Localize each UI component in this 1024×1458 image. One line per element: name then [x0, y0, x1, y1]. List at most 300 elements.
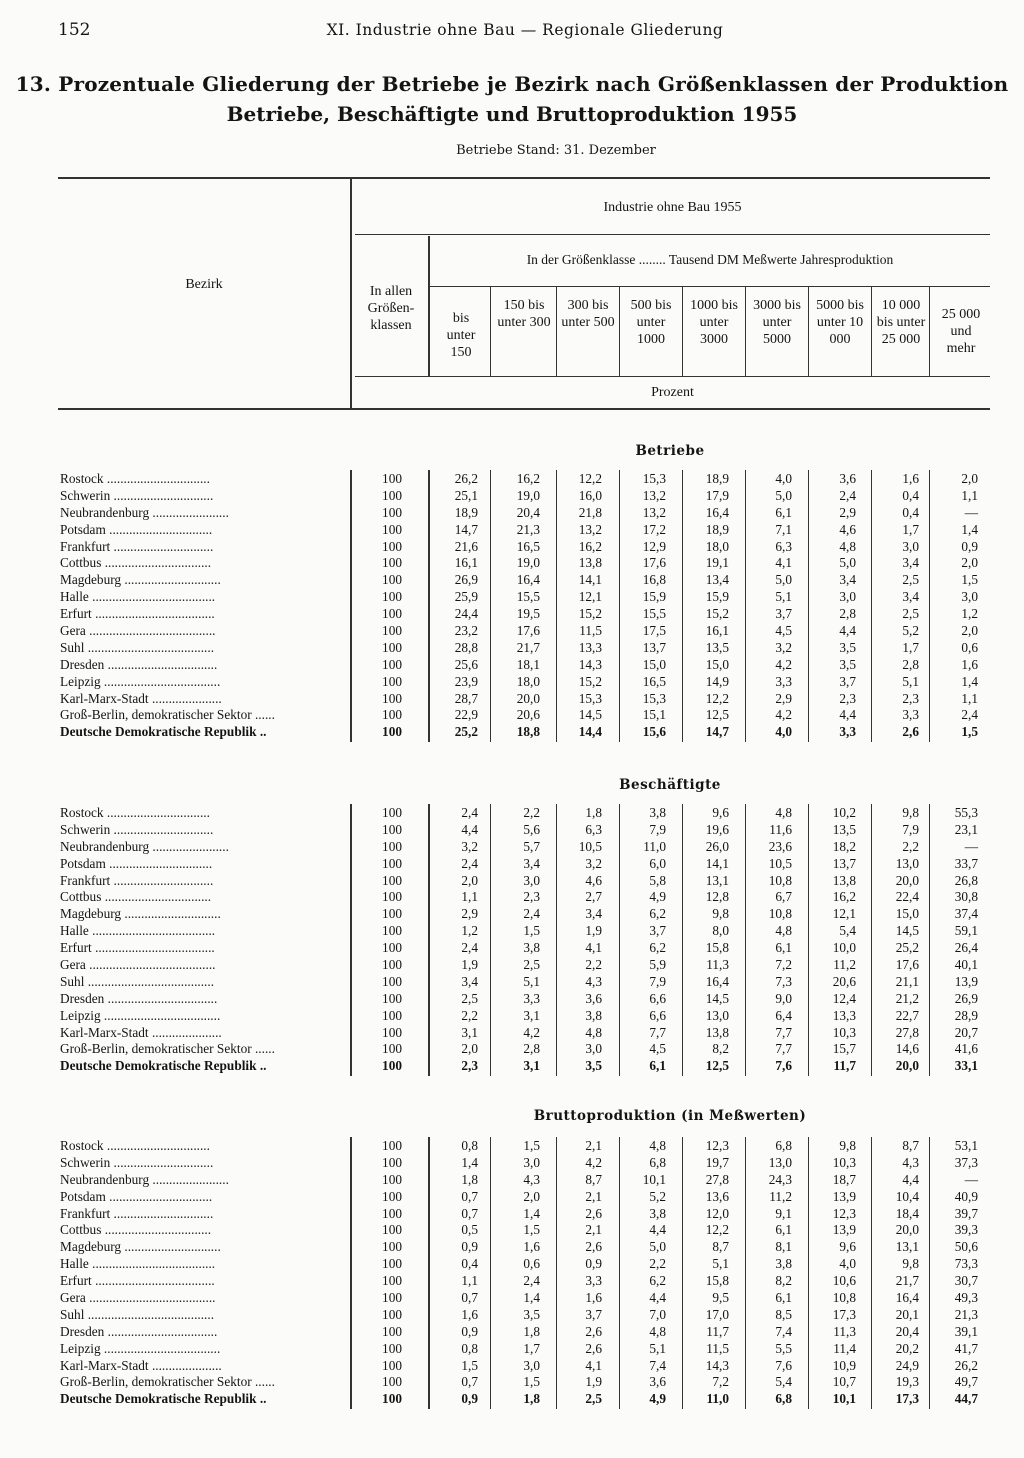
cell-value: 8,2 — [775, 1273, 792, 1289]
cell-value: — — [964, 504, 978, 520]
cell-all-classes: 100 — [382, 656, 402, 672]
column-rule — [745, 804, 746, 1076]
row-label: Neubrandenburg ....................... — [60, 504, 229, 520]
cell-value: 3,5 — [839, 639, 856, 655]
column-rule — [808, 470, 809, 742]
row-label: Groß-Berlin, demokratischer Sektor ...... — [60, 707, 275, 723]
cell-value: 5,1 — [523, 973, 540, 989]
cell-all-classes: 100 — [382, 1256, 402, 1272]
column-rule — [428, 804, 430, 1076]
cell-value: 3,8 — [649, 1205, 666, 1221]
cell-value: 15,0 — [895, 906, 919, 922]
cell-value: 1,5 — [523, 923, 540, 939]
cell-value: 12,2 — [705, 690, 729, 706]
cell-value: 3,2 — [585, 855, 602, 871]
cell-all-classes: 100 — [382, 906, 402, 922]
cell-value: 0,9 — [961, 538, 978, 554]
cell-value: 15,1 — [642, 707, 666, 723]
cell-value: 10,3 — [832, 1154, 856, 1170]
cell-value: 21,3 — [516, 521, 540, 537]
cell-value: 2,2 — [585, 957, 602, 973]
cell-value: 21,8 — [578, 504, 602, 520]
cell-value: 18,2 — [832, 838, 856, 854]
cell-value: 7,4 — [649, 1357, 666, 1373]
cell-value: 1,9 — [585, 1374, 602, 1390]
cell-value: 2,4 — [523, 1273, 540, 1289]
cell-value: 11,7 — [833, 1058, 856, 1074]
header-divider-c8 — [929, 286, 930, 376]
cell-value: 10,7 — [832, 1374, 856, 1390]
row-label: Schwerin .............................. — [60, 1154, 214, 1170]
cell-value: 3,3 — [523, 990, 540, 1006]
row-label: Deutsche Demokratische Republik .. — [60, 1058, 267, 1074]
cell-value: 10,8 — [832, 1290, 856, 1306]
cell-value: 17,9 — [705, 487, 729, 503]
row-label: Rostock ............................... — [60, 471, 210, 486]
cell-value: 0,6 — [523, 1256, 540, 1272]
row-label: Halle ..................................... — [60, 923, 216, 939]
cell-value: 6,1 — [775, 1290, 792, 1306]
cell-value: 6,4 — [775, 1007, 792, 1023]
row-label: Erfurt .................................... — [60, 1273, 215, 1289]
cell-value: 4,1 — [775, 555, 792, 571]
cell-value: 19,0 — [516, 555, 540, 571]
cell-value: 25,1 — [454, 487, 478, 503]
cell-all-classes: 100 — [382, 724, 402, 740]
column-rule — [929, 470, 930, 742]
cell-value: 7,7 — [649, 1024, 666, 1040]
cell-value: 0,9 — [461, 1239, 478, 1255]
cell-value: 0,9 — [585, 1256, 602, 1272]
cell-value: 22,4 — [895, 889, 919, 905]
cell-value: 9,1 — [775, 1205, 792, 1221]
cell-value: 13,5 — [705, 639, 729, 655]
row-label: Leipzig ................................... — [60, 1007, 221, 1023]
cell-value: 1,6 — [585, 1290, 602, 1306]
cell-all-classes: 100 — [382, 538, 402, 554]
cell-value: 0,4 — [902, 487, 919, 503]
cell-value: 18,8 — [516, 724, 540, 740]
cell-value: 9,8 — [839, 1138, 856, 1153]
row-label: Magdeburg ............................. — [60, 572, 221, 588]
cell-value: 4,6 — [585, 872, 602, 888]
cell-value: 10,5 — [578, 838, 602, 854]
column-rule — [428, 1137, 430, 1409]
header-divider-c6 — [808, 286, 809, 376]
row-label: Suhl ...................................... — [60, 1306, 215, 1322]
cell-value: 1,6 — [523, 1239, 540, 1255]
cell-value: 2,2 — [902, 838, 919, 854]
cell-value: 14,3 — [705, 1357, 729, 1373]
cell-all-classes: 100 — [382, 1171, 402, 1187]
cell-value: 25,2 — [895, 940, 919, 956]
cell-value: 13,8 — [705, 1024, 729, 1040]
cell-value: 4,4 — [839, 707, 856, 723]
cell-value: 2,3 — [839, 690, 856, 706]
cell-value: 0,5 — [461, 1222, 478, 1238]
cell-value: 15,8 — [705, 940, 729, 956]
row-label: Magdeburg ............................. — [60, 1239, 221, 1255]
cell-all-classes: 100 — [382, 1058, 402, 1074]
cell-value: 5,0 — [839, 555, 856, 571]
cell-all-classes: 100 — [382, 1340, 402, 1356]
cell-all-classes: 100 — [382, 957, 402, 973]
cell-value: 0,6 — [961, 639, 978, 655]
cell-value: 6,2 — [649, 940, 666, 956]
cell-value: 5,1 — [902, 673, 919, 689]
cell-value: 24,9 — [895, 1357, 919, 1373]
cell-value: 11,4 — [833, 1340, 856, 1356]
cell-value: 49,3 — [954, 1290, 978, 1306]
cell-all-classes: 100 — [382, 1138, 402, 1153]
cell-value: — — [964, 838, 978, 854]
cell-value: 17,3 — [832, 1306, 856, 1322]
cell-value: 15,5 — [516, 589, 540, 605]
page-number: 152 — [58, 20, 91, 40]
cell-value: 11,3 — [833, 1323, 856, 1339]
cell-value: 41,6 — [954, 1041, 978, 1057]
header-divider-c5 — [745, 286, 746, 376]
cell-value: 16,4 — [895, 1290, 919, 1306]
row-label: Potsdam ............................... — [60, 1188, 213, 1204]
cell-value: 2,6 — [585, 1340, 602, 1356]
cell-value: 10,8 — [768, 906, 792, 922]
cell-value: 17,2 — [642, 521, 666, 537]
cell-value: 17,5 — [642, 623, 666, 639]
cell-value: 7,3 — [775, 973, 792, 989]
row-label: Deutsche Demokratische Republik .. — [60, 724, 267, 740]
cell-value: 1,8 — [461, 1171, 478, 1187]
column-rule — [556, 804, 557, 1076]
cell-value: 6,6 — [649, 1007, 666, 1023]
cell-value: 12,8 — [705, 889, 729, 905]
cell-value: 21,2 — [895, 990, 919, 1006]
cell-value: 4,8 — [775, 923, 792, 939]
cell-value: 7,2 — [712, 1374, 729, 1390]
cell-value: 21,3 — [954, 1306, 978, 1322]
cell-value: 7,0 — [649, 1306, 666, 1322]
cell-value: 1,1 — [961, 690, 978, 706]
cell-value: 20,0 — [895, 1222, 919, 1238]
cell-value: 8,2 — [712, 1041, 729, 1057]
cell-value: 3,3 — [585, 1273, 602, 1289]
cell-all-classes: 100 — [382, 1007, 402, 1023]
cell-value: 6,6 — [649, 990, 666, 1006]
cell-value: 1,9 — [461, 957, 478, 973]
cell-value: 0,7 — [461, 1205, 478, 1221]
row-label: Cottbus ................................ — [60, 555, 212, 571]
column-rule — [929, 1137, 930, 1409]
cell-value: 49,7 — [954, 1374, 978, 1390]
section-betriebe — [0, 471, 1024, 741]
cell-value: 6,3 — [585, 821, 602, 837]
cell-all-classes: 100 — [382, 855, 402, 871]
cell-all-classes: 100 — [382, 1323, 402, 1339]
row-label: Erfurt .................................... — [60, 940, 215, 956]
cell-value: 13,1 — [705, 872, 729, 888]
cell-value: 1,6 — [461, 1306, 478, 1322]
cell-value: 4,4 — [839, 623, 856, 639]
cell-value: 13,2 — [578, 521, 602, 537]
column-rule — [490, 804, 491, 1076]
cell-all-classes: 100 — [382, 487, 402, 503]
cell-value: 27,8 — [895, 1024, 919, 1040]
cell-value: 2,6 — [585, 1239, 602, 1255]
cell-value: 3,5 — [585, 1058, 602, 1074]
table-top-rule — [58, 177, 990, 179]
header-rule-sizes — [430, 286, 990, 287]
cell-value: 12,9 — [642, 538, 666, 554]
cell-value: 3,5 — [839, 656, 856, 672]
cell-value: 4,3 — [585, 973, 602, 989]
cell-value: 7,1 — [775, 521, 792, 537]
cell-value: 13,7 — [832, 855, 856, 871]
cell-value: 0,8 — [461, 1340, 478, 1356]
header-bottom-rule — [58, 408, 990, 410]
cell-value: 21,1 — [895, 973, 919, 989]
cell-value: 26,2 — [454, 471, 478, 486]
cell-value: 28,9 — [954, 1007, 978, 1023]
cell-value: 53,1 — [954, 1138, 978, 1153]
cell-value: 5,2 — [649, 1188, 666, 1204]
cell-value: 5,6 — [523, 821, 540, 837]
row-label: Frankfurt .............................. — [60, 538, 214, 554]
row-label: Potsdam ............................... — [60, 521, 213, 537]
cell-value: 2,5 — [523, 957, 540, 973]
cell-all-classes: 100 — [382, 973, 402, 989]
cell-value: 3,3 — [839, 724, 856, 740]
cell-value: 3,0 — [523, 872, 540, 888]
row-label: Magdeburg ............................. — [60, 906, 221, 922]
cell-value: 3,4 — [902, 589, 919, 605]
header-col-4: 1000 bis unter 3000 — [690, 298, 738, 347]
row-label: Leipzig ................................... — [60, 1340, 221, 1356]
cell-value: 5,2 — [902, 623, 919, 639]
cell-value: 4,0 — [775, 724, 792, 740]
cell-value: 2,4 — [961, 707, 978, 723]
cell-value: 8,0 — [712, 923, 729, 939]
cell-value: 4,5 — [649, 1041, 666, 1057]
cell-value: 11,5 — [579, 623, 602, 639]
cell-value: 3,1 — [523, 1007, 540, 1023]
cell-value: 21,7 — [895, 1273, 919, 1289]
cell-value: 3,4 — [839, 572, 856, 588]
cell-value: 9,5 — [712, 1290, 729, 1306]
row-label: Halle ..................................... — [60, 589, 216, 605]
cell-value: 6,3 — [775, 538, 792, 554]
cell-all-classes: 100 — [382, 805, 402, 820]
cell-value: 2,4 — [523, 906, 540, 922]
cell-value: 15,5 — [642, 606, 666, 622]
cell-value: 2,2 — [649, 1256, 666, 1272]
cell-value: 28,7 — [454, 690, 478, 706]
header-divider-c7 — [871, 286, 872, 376]
header-col-0: bis unter 150 — [446, 311, 476, 360]
cell-value: 2,4 — [461, 940, 478, 956]
cell-value: 18,9 — [705, 471, 729, 486]
column-rule — [682, 1137, 683, 1409]
cell-value: 1,8 — [523, 1323, 540, 1339]
cell-value: 16,5 — [642, 673, 666, 689]
cell-value: 2,4 — [839, 487, 856, 503]
cell-value: 4,8 — [649, 1138, 666, 1153]
cell-value: 3,3 — [902, 707, 919, 723]
header-bezirk: Bezirk — [185, 277, 223, 292]
cell-value: 14,3 — [578, 656, 602, 672]
cell-value: 20,6 — [832, 973, 856, 989]
cell-value: 21,6 — [454, 538, 478, 554]
cell-value: 4,3 — [523, 1171, 540, 1187]
cell-value: 2,0 — [961, 555, 978, 571]
cell-all-classes: 100 — [382, 990, 402, 1006]
cell-value: 2,1 — [585, 1138, 602, 1153]
cell-all-classes: 100 — [382, 1290, 402, 1306]
cell-value: 2,8 — [902, 656, 919, 672]
cell-value: 3,0 — [839, 589, 856, 605]
cell-value: 1,1 — [961, 487, 978, 503]
cell-value: 6,1 — [775, 504, 792, 520]
cell-value: 20,4 — [895, 1323, 919, 1339]
cell-value: 2,2 — [461, 1007, 478, 1023]
header-divider-bezirk — [350, 178, 352, 409]
table-title: 13. Prozentuale Gliederung der Betriebe je Bezirk nach Größenklassen der Produktion — [15, 72, 1009, 96]
cell-value: 1,4 — [523, 1290, 540, 1306]
cell-value: 3,1 — [523, 1058, 540, 1074]
row-label: Leipzig ................................... — [60, 673, 221, 689]
header-col-5: 3000 bis unter 5000 — [753, 298, 801, 347]
cell-all-classes: 100 — [382, 1222, 402, 1238]
cell-value: 1,4 — [961, 673, 978, 689]
cell-value: 4,2 — [523, 1024, 540, 1040]
row-label: Dresden ................................. — [60, 990, 218, 1006]
cell-value: 8,7 — [712, 1239, 729, 1255]
row-label: Suhl ...................................... — [60, 639, 215, 655]
cell-value: 3,7 — [649, 923, 666, 939]
header-divider-c1 — [490, 286, 491, 376]
cell-value: 5,5 — [775, 1340, 792, 1356]
cell-value: 2,3 — [523, 889, 540, 905]
cell-value: 2,5 — [902, 572, 919, 588]
row-label: Dresden ................................. — [60, 656, 218, 672]
row-label: Potsdam ............................... — [60, 855, 213, 871]
cell-all-classes: 100 — [382, 707, 402, 723]
cell-value: 0,8 — [461, 1138, 478, 1153]
cell-value: 2,0 — [523, 1188, 540, 1204]
cell-value: 5,4 — [839, 923, 856, 939]
row-label: Frankfurt .............................. — [60, 872, 214, 888]
cell-value: 4,8 — [775, 805, 792, 820]
cell-value: 5,1 — [775, 589, 792, 605]
cell-value: 4,6 — [839, 521, 856, 537]
cell-value: 12,1 — [578, 589, 602, 605]
cell-value: 5,7 — [523, 838, 540, 854]
header-col-1: 150 bis unter 300 — [497, 298, 551, 330]
cell-value: 1,2 — [961, 606, 978, 622]
cell-value: 14,5 — [705, 990, 729, 1006]
cell-value: 1,6 — [902, 471, 919, 486]
row-label: Erfurt .................................... — [60, 606, 215, 622]
cell-value: 3,0 — [523, 1154, 540, 1170]
cell-all-classes: 100 — [382, 521, 402, 537]
cell-value: 18,9 — [454, 504, 478, 520]
column-rule — [745, 470, 746, 742]
cell-value: 1,4 — [523, 1205, 540, 1221]
header-col-6: 5000 bis unter 10 000 — [816, 298, 864, 347]
cell-value: 3,7 — [775, 606, 792, 622]
cell-all-classes: 100 — [382, 555, 402, 571]
header-col-8: 25 000 und mehr — [941, 307, 981, 356]
cell-all-classes: 100 — [382, 838, 402, 854]
cell-value: 13,3 — [832, 1007, 856, 1023]
cell-value: 2,0 — [961, 623, 978, 639]
cell-value: 16,2 — [516, 471, 540, 486]
cell-value: 1,5 — [961, 572, 978, 588]
section-title-betriebe: Betriebe — [635, 443, 705, 459]
cell-value: 6,8 — [775, 1138, 792, 1153]
cell-value: 3,4 — [585, 906, 602, 922]
row-label: Neubrandenburg ....................... — [60, 838, 229, 854]
row-label: Gera ...................................... — [60, 1290, 216, 1306]
cell-value: 39,3 — [954, 1222, 978, 1238]
cell-value: 15,6 — [642, 724, 666, 740]
cell-value: 11,0 — [643, 838, 666, 854]
cell-all-classes: 100 — [382, 872, 402, 888]
cell-value: 17,6 — [516, 623, 540, 639]
row-label: Karl-Marx-Stadt ..................... — [60, 1357, 222, 1373]
cell-value: 13,8 — [832, 872, 856, 888]
column-rule — [350, 1137, 352, 1409]
cell-value: 15,8 — [705, 1273, 729, 1289]
cell-value: 20,0 — [895, 872, 919, 888]
cell-value: 11,3 — [706, 957, 729, 973]
cell-value: 19,3 — [895, 1374, 919, 1390]
row-label: Frankfurt .............................. — [60, 1205, 214, 1221]
cell-value: 6,0 — [649, 855, 666, 871]
row-label: Neubrandenburg ....................... — [60, 1171, 229, 1187]
cell-all-classes: 100 — [382, 504, 402, 520]
cell-value: 26,9 — [454, 572, 478, 588]
cell-value: 20,0 — [516, 690, 540, 706]
cell-value: 1,2 — [461, 923, 478, 939]
cell-value: 4,4 — [649, 1222, 666, 1238]
row-label: Karl-Marx-Stadt ..................... — [60, 1024, 222, 1040]
cell-value: 15,7 — [832, 1041, 856, 1057]
column-rule — [682, 804, 683, 1076]
cell-value: 13,0 — [768, 1154, 792, 1170]
cell-value: 13,8 — [578, 555, 602, 571]
cell-value: 14,7 — [705, 724, 729, 740]
cell-value: 13,1 — [895, 1239, 919, 1255]
cell-value: 26,0 — [705, 838, 729, 854]
column-rule — [556, 470, 557, 742]
cell-value: 7,4 — [775, 1323, 792, 1339]
cell-value: 30,7 — [954, 1273, 978, 1289]
column-rule — [490, 1137, 491, 1409]
cell-value: 23,1 — [954, 821, 978, 837]
cell-value: 12,0 — [705, 1205, 729, 1221]
cell-value: 13,9 — [954, 973, 978, 989]
cell-all-classes: 100 — [382, 1024, 402, 1040]
cell-value: 1,4 — [961, 521, 978, 537]
cell-all-classes: 100 — [382, 673, 402, 689]
cell-value: 2,4 — [461, 855, 478, 871]
cell-value: 39,1 — [954, 1323, 978, 1339]
cell-value: 2,9 — [775, 690, 792, 706]
cell-value: 23,2 — [454, 623, 478, 639]
row-label: Rostock ............................... — [60, 805, 210, 820]
cell-value: 18,4 — [895, 1205, 919, 1221]
cell-value: 4,2 — [775, 707, 792, 723]
